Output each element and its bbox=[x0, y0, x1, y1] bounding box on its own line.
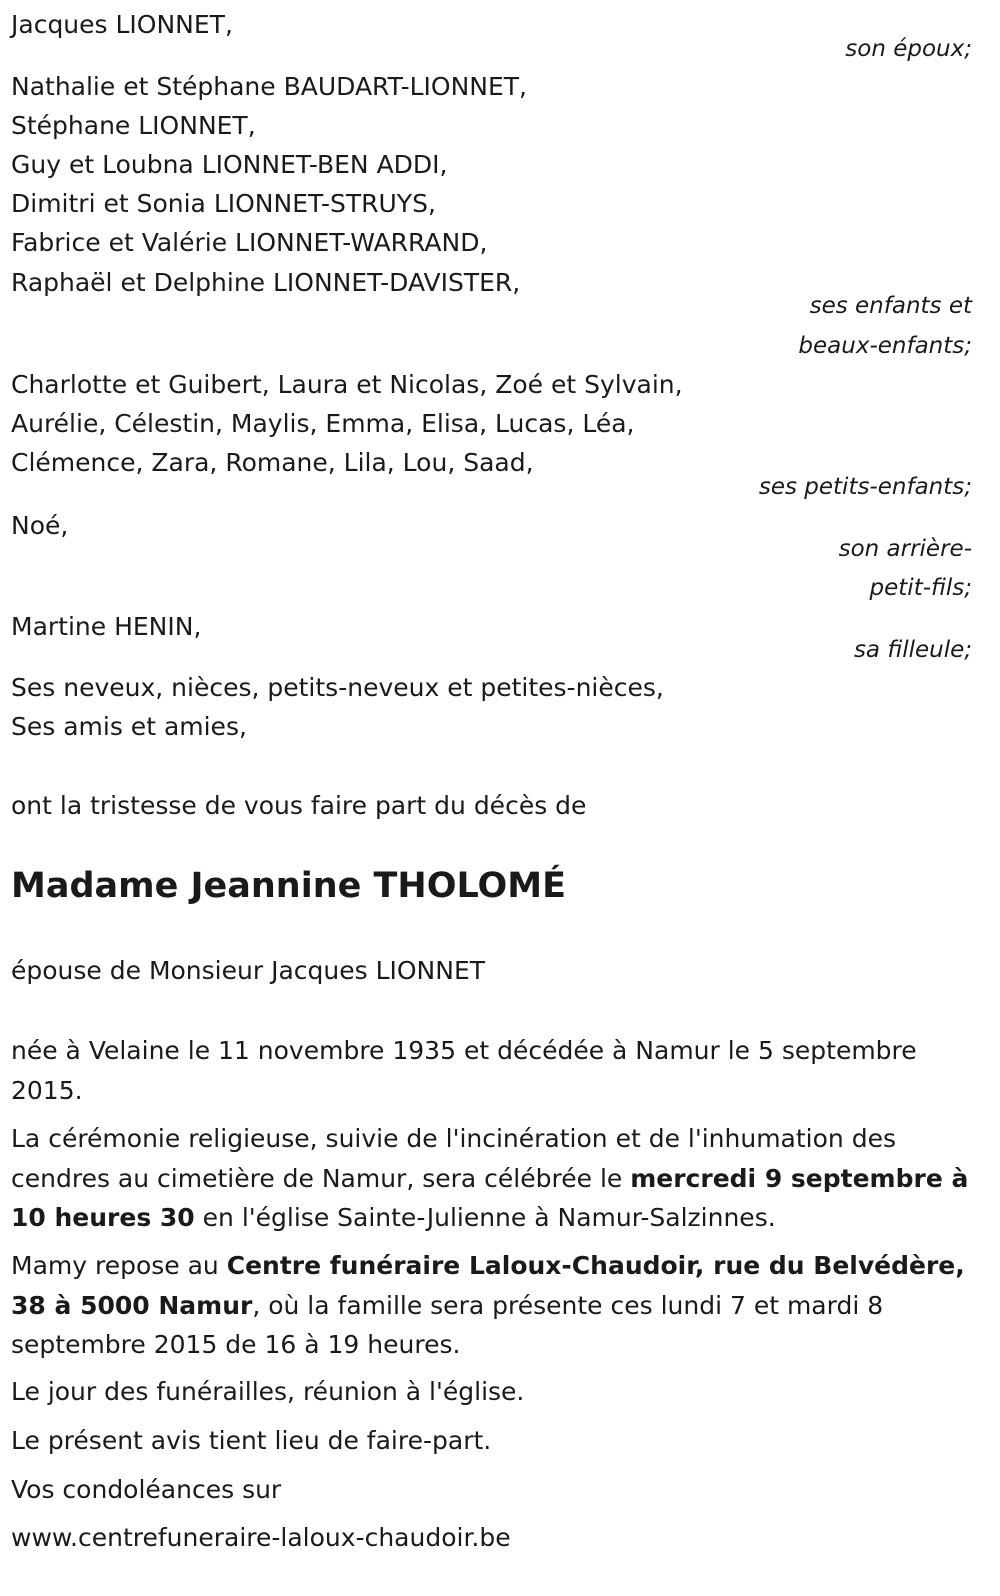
resting-text: , où la famille sera présente ces lundi 7 et mardi 8 septembre 2015 de 16 à 19 heures. bbox=[11, 1290, 884, 1359]
goddaughter-relation: sa filleule; bbox=[853, 637, 972, 663]
great-grandchild-relation: petit-fils; bbox=[869, 575, 972, 601]
birth-death-paragraph: née à Velaine le 11 novembre 1935 et décédée à Namur le 5 septembre 2015. bbox=[11, 1036, 917, 1105]
child-name: Nathalie et Stéphane BAUDART-LIONNET, bbox=[11, 72, 528, 101]
spouse-line: épouse de Monsieur Jacques LIONNET bbox=[11, 956, 486, 985]
resting-text: Mamy repose au bbox=[11, 1251, 227, 1280]
great-grandchild-name: Noé, bbox=[11, 511, 69, 540]
ceremony-text: en l'église Sainte-Julienne à Namur-Salzinnes. bbox=[194, 1203, 776, 1232]
funeral-day-text: Le jour des funérailles, réunion à l'église. bbox=[11, 1377, 525, 1406]
notice-text: Le présent avis tient lieu de faire-part. bbox=[11, 1426, 492, 1455]
grandchildren-names: Clémence, Zara, Romane, Lila, Lou, Saad, bbox=[11, 448, 534, 477]
spouse-name: Jacques LIONNET, bbox=[11, 10, 233, 39]
deceased-name: Madame Jeannine THOLOMÉ bbox=[11, 866, 567, 906]
child-name: Stéphane LIONNET, bbox=[11, 111, 256, 140]
child-name: Guy et Loubna LIONNET-BEN ADDI, bbox=[11, 150, 448, 179]
grandchildren-names: Charlotte et Guibert, Laura et Nicolas, Zoé et Sylvain, bbox=[11, 370, 683, 399]
grandchildren-names: Aurélie, Célestin, Maylis, Emma, Elisa, Lucas, Léa, bbox=[11, 409, 635, 438]
goddaughter-name: Martine HENIN, bbox=[11, 612, 202, 641]
announcement-text: ont la tristesse de vous faire part du décès de bbox=[11, 791, 587, 820]
grandchildren-relation: ses petits-enfants; bbox=[758, 474, 972, 500]
condolences-label: Vos condoléances sur bbox=[11, 1475, 282, 1504]
child-name: Dimitri et Sonia LIONNET-STRUYS, bbox=[11, 189, 436, 218]
ceremony-paragraph bbox=[11, 1119, 971, 1238]
children-relation: ses enfants et bbox=[809, 293, 972, 319]
child-name: Raphaël et Delphine LIONNET-DAVISTER, bbox=[11, 268, 521, 297]
ceremony-date-time: mercredi 9 septembre à 10 heures 30 bbox=[11, 1163, 969, 1232]
children-relation: beaux-enfants; bbox=[798, 333, 972, 359]
child-name: Fabrice et Valérie LIONNET-WARRAND, bbox=[11, 228, 488, 257]
website-link[interactable]: www.centrefuneraire-laloux-chaudoir.be bbox=[11, 1523, 511, 1552]
spouse-relation: son époux; bbox=[845, 36, 972, 62]
others-line: Ses neveux, nièces, petits-neveux et petites-nièces, bbox=[11, 673, 664, 702]
ceremony-text: La cérémonie religieuse, suivie de l'incinération et de l'inhumation des cendres au cimetière de Namur, sera célébrée le bbox=[11, 1124, 896, 1193]
resting-location: Centre funéraire Laloux-Chaudoir, rue du Belvédère, 38 à 5000 Namur bbox=[11, 1251, 965, 1320]
others-line: Ses amis et amies, bbox=[11, 712, 247, 741]
resting-paragraph bbox=[11, 1246, 971, 1365]
great-grandchild-relation: son arrière- bbox=[838, 536, 972, 562]
